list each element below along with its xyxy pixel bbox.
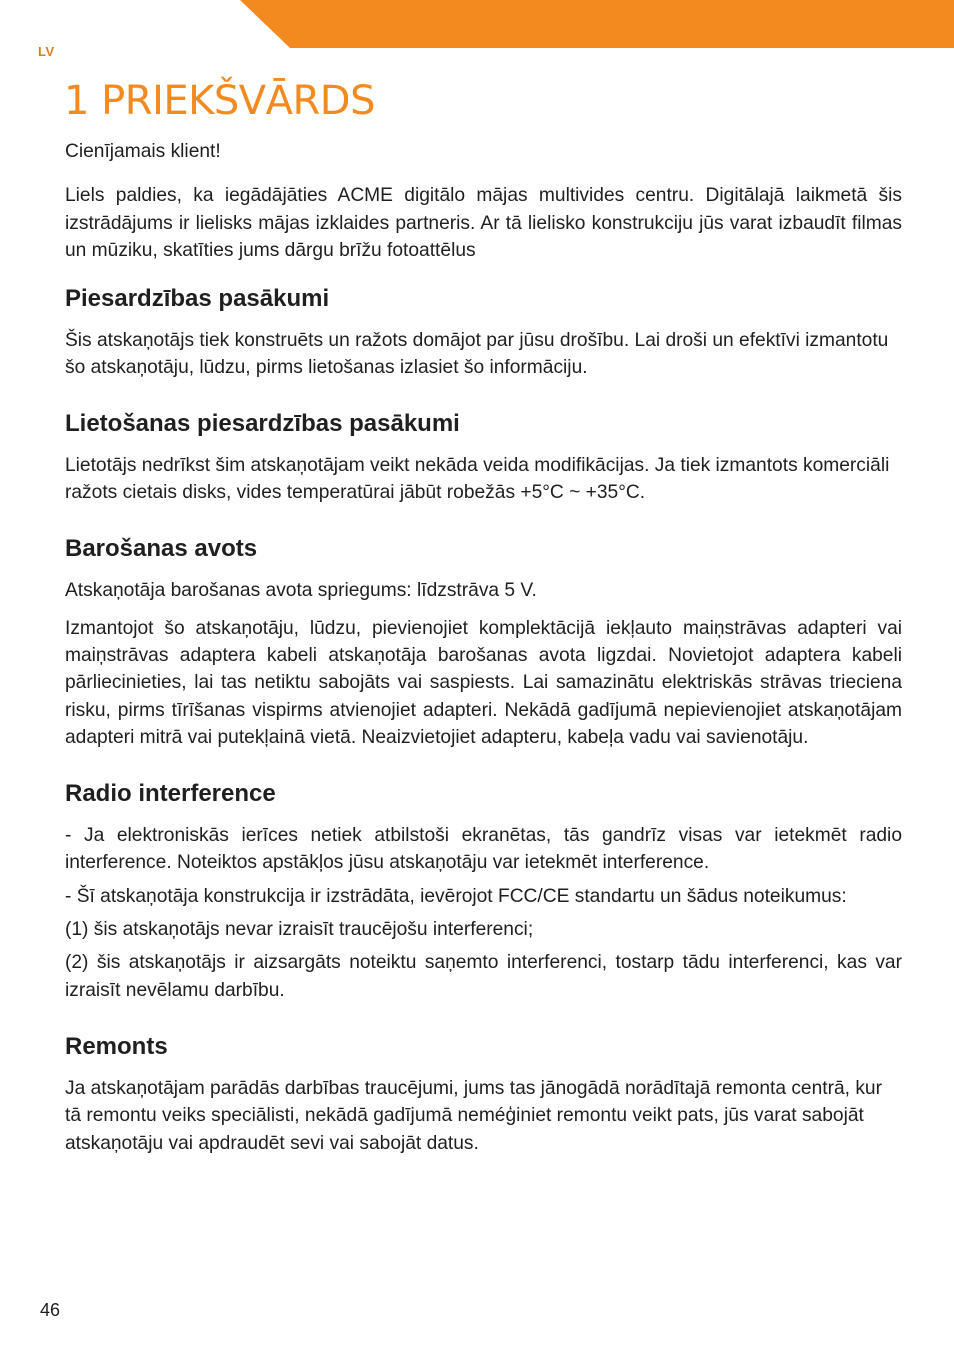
heading-power-supply: Barošanas avots bbox=[65, 535, 258, 563]
power-paragraph-2: Izmantojot šo atskaņotāju, lūdzu, pievienojiet komplektācijā iekļauto maiņstrāvas adapteri vai maiņstrāvas adaptera kabeli atskaņotāja barošanas avota ligzdai. Novietojot adaptera kabeli pārliecinieties, lai tas netiktu sabojāts vai saspiests. Lai samazinātu elektriskās strāvas trieciena risku, pirms tīrīšanas vispirms atvienojiet adapteri. Nekādā gadījumā nepievienojiet atskaņotājam adapteri mitrā vai putekļainā vietā. Neaizvietojiet adapteru, kabeļa vadu vai savienotāju. bbox=[65, 617, 902, 748]
heading-radio-interference: Radio interference bbox=[65, 780, 276, 808]
heading-usage-precautions: Lietošanas piesardzības pasākumi bbox=[65, 409, 460, 437]
radio-paragraph-3: (1) šis atskaņotājs nevar izraisīt traucējošu interferenci; bbox=[65, 919, 534, 941]
radio-paragraph-4: (2) šis atskaņotājs ir aizsargāts noteiktu saņemto interferenci, tostarp tādu interferenci, kas var izraisīt nevēlamu darbību. bbox=[65, 952, 902, 1001]
chapter-title: 1 PRIEKŠVĀRDS bbox=[64, 78, 375, 124]
precautions-paragraph: Šis atskaņotājs tiek konstruēts un ražots domājot par jūsu drošību. Lai droši un efektīvi izmantotu šo atskaņotāju, lūdzu, pirms lietošanas izlasiet šo informāciju. bbox=[65, 330, 889, 379]
page-content bbox=[65, 138, 902, 1157]
header-orange-band bbox=[240, 0, 954, 48]
heading-precautions: Piesardzības pasākumi bbox=[65, 285, 330, 313]
radio-paragraph-2: - Šī atskaņotāja konstrukcija ir izstrādāta, ievērojot FCC/CE standartu un šādus noteikumus: bbox=[65, 885, 847, 907]
intro-paragraph: Liels paldies, ka iegādājāties ACME digitālo mājas multivides centru. Digitālajā laikmetā šis izstrādājums ir lielisks mājas izklaides partneris. Ar tā lielisko konstrukciju jūs varat izbaudīt filmas un mūziku, skatīties jums dārgu brīžu fotoattēlus bbox=[65, 185, 902, 261]
heading-repair: Remonts bbox=[65, 1032, 168, 1060]
power-paragraph-1: Atskaņotāja barošanas avota spriegums: līdzstrāva 5 V. bbox=[65, 580, 537, 602]
repair-paragraph: Ja atskaņotājam parādās darbības traucējumi, jums tas jānogādā norādītajā remonta centrā, kur tā remontu veiks speciālisti, nekādā gadījumā neméģiniet remontu veikt pats, jūs varat sabojāt atskaņotāju vai apdraudēt sevi vai sabojāt datus. bbox=[65, 1077, 882, 1154]
greeting: Cienījamais klient! bbox=[65, 141, 221, 162]
radio-paragraph-1: - Ja elektroniskās ierīces netiek atbilstoši ekranētas, tās gandrīz visas var ietekmēt radio interference. Noteiktos apstākļos jūsu atskaņotāju var ietekmēt interference. bbox=[65, 825, 902, 874]
language-label: LV bbox=[38, 44, 55, 59]
page-number: 46 bbox=[40, 1300, 61, 1320]
usage-paragraph: Lietotājs nedrīkst šim atskaņotājam veikt nekāda veida modifikācijas. Ja tiek izmantots komerciāli ražots cietais disks, vides temperatūrai jābūt robežās +5°C ~ +35°C. bbox=[65, 454, 890, 504]
